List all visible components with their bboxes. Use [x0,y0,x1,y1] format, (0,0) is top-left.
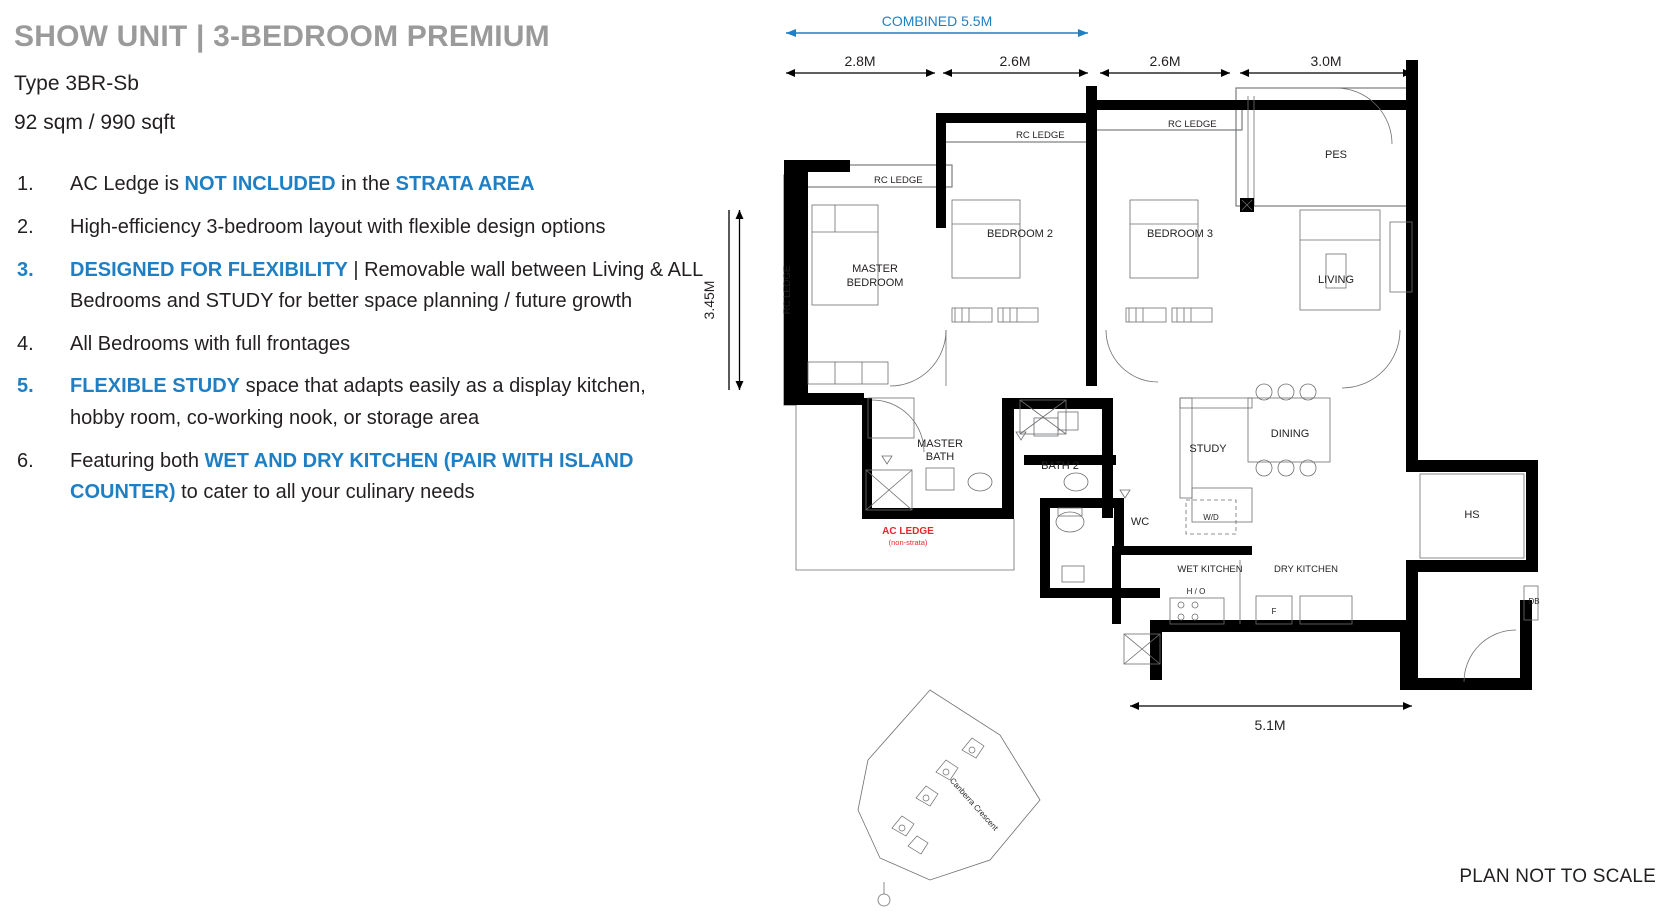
feature-text [70,446,730,509]
feature-text [70,212,730,244]
feature-text-run: WET AND DRY KITCHEN (PAIR WITH ISLAND COUNTER) [70,449,634,504]
label-ho: H / O [1186,587,1206,596]
room-dining: DINING [1270,428,1310,440]
room-hs: HS [1464,509,1480,521]
feature-text-run: | Removable wall between Living & ALL Bedrooms and STUDY for better space planning / future growth [70,258,703,313]
feature-text-run: STRATA AREA [395,173,535,196]
feature-item [14,212,730,244]
feature-text-run: AC Ledge is [70,173,185,196]
dimension-top-1-label: 2.8M [844,53,876,69]
label-ac-ledge-sub: (non-strata) [888,538,928,547]
feature-item [14,371,730,434]
unit-type: Type 3BR-Sb [14,72,139,95]
room-pes: PES [1324,149,1348,161]
dimension-top-4-label: 3.0M [1310,53,1342,69]
room-master-bath-line1: MASTER [917,438,963,450]
label-rc-ledge-3: RC LEDGE [1168,119,1217,130]
room-master-bedroom-line2: BEDROOM [846,277,904,289]
dimension-combined [786,29,1088,37]
feature-text [70,371,730,434]
dimension-left-label: 3.45M [701,280,717,320]
feature-number: 5. [17,375,34,398]
key-plan [858,690,1040,906]
label-rc-ledge-2: RC LEDGE [1016,130,1065,141]
room-wet-kitchen: WET KITCHEN [1177,564,1243,575]
feature-number: 6. [17,449,34,472]
feature-number: 4. [17,332,34,355]
dimension-combined-label: COMBINED 5.5M [881,13,993,29]
feature-item [14,446,730,509]
feature-number: 3. [17,258,34,281]
feature-text-run: space that adapts easily as a display kitchen, hobby room, co-working nook, or storage area [70,375,646,429]
floor-plan [701,0,1680,922]
feature-list [14,169,730,508]
dimension-top-3-label: 2.6M [1149,53,1181,69]
feature-item [14,255,730,318]
feature-text [70,169,730,201]
label-ac-ledge: AC LEDGE [882,526,934,537]
label-wd: W/D [1203,513,1219,522]
feature-text-run: in the [335,173,396,196]
feature-number: 2. [17,215,34,238]
dimension-top-4 [1240,69,1412,77]
dimension-bottom-label: 5.1M [1254,717,1286,733]
dimension-top-1 [786,69,935,77]
unit-area: 92 sqm / 990 sqft [14,111,176,135]
room-living: LIVING [1317,274,1355,286]
label-rc-ledge-vertical: RC LEDGE [782,265,793,315]
feature-text [70,329,730,361]
label-fridge: F [1271,607,1277,616]
room-bath-2: BATH 2 [1041,460,1079,472]
room-wc: WC [1130,516,1150,528]
label-rc-ledge-1: RC LEDGE [874,175,923,186]
room-master-bedroom-line1: MASTER [852,263,898,275]
feature-item [14,169,730,201]
page-title: SHOW UNIT | 3-BEDROOM PREMIUM [14,20,550,53]
feature-text-run: NOT INCLUDED [184,173,336,196]
plan-scale-note: PLAN NOT TO SCALE [1459,866,1656,887]
dimension-top-2 [943,69,1088,77]
room-master-bath-line2: BATH [925,451,955,463]
feature-number: 1. [17,173,34,196]
label-db: DB [1528,597,1540,606]
feature-text-run: to cater to all your culinary needs [175,481,475,504]
dimension-top-3 [1100,69,1230,77]
room-bedroom-3: BEDROOM 3 [1146,228,1214,240]
feature-text-run: FLEXIBLE STUDY [70,375,241,398]
feature-text [70,255,730,318]
dimension-top-2-label: 2.6M [999,53,1031,69]
feature-item [14,329,730,361]
feature-text-run: All Bedrooms with full frontages [70,332,351,355]
feature-text-run: High-efficiency 3-bedroom layout with flexible design options [70,215,606,238]
room-dry-kitchen: DRY KITCHEN [1273,564,1339,575]
feature-text-run: Featuring both [70,449,205,472]
dimension-bottom [1130,702,1412,710]
feature-text-run: DESIGNED FOR FLEXIBILITY [70,258,348,281]
room-study: STUDY [1189,443,1227,455]
label-street: Canberra Crescent [947,776,1000,833]
room-bedroom-2: BEDROOM 2 [986,228,1054,240]
info-panel [0,0,740,922]
